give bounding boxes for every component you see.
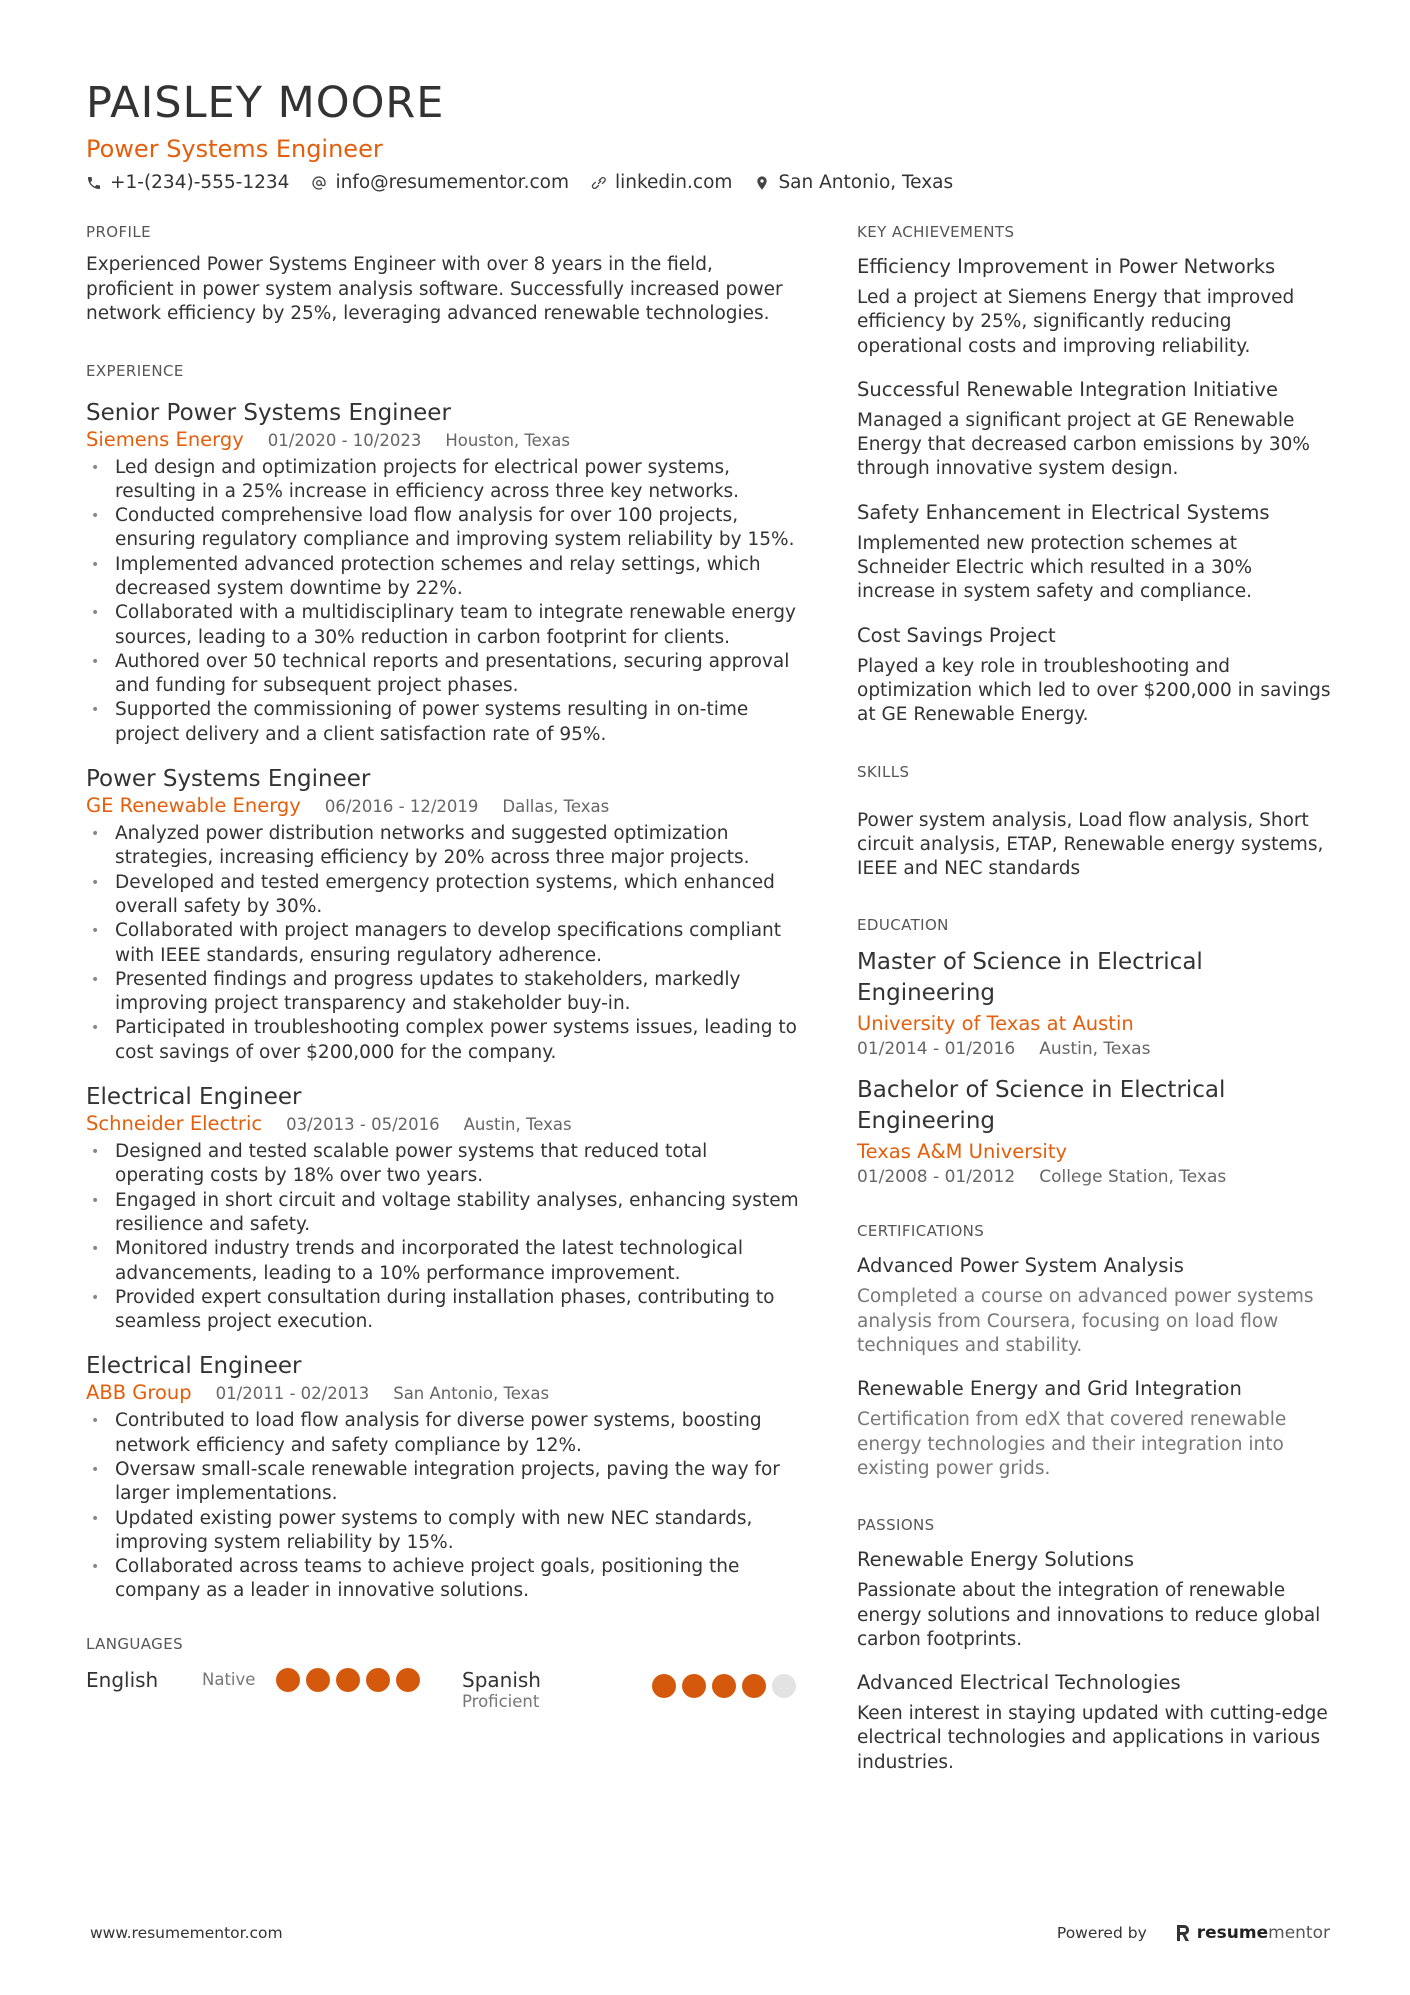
job-meta <box>86 428 802 451</box>
bullet-item: • Monitored industry trends and incorporated the latest technological advancements, leading to a 10% performance improvement. <box>86 1237 802 1286</box>
page-footer <box>90 1918 1330 1948</box>
job-role: Electrical Engineer <box>86 1084 302 1111</box>
brand-name-strong: resume <box>1196 1923 1269 1943</box>
language-label-group <box>462 1668 652 1711</box>
job-role: Power Systems Engineer <box>86 766 371 793</box>
rating-dot-filled <box>682 1674 706 1698</box>
experience-section <box>86 361 802 1604</box>
language-spanish <box>462 1668 802 1711</box>
achievement-text: Implemented new protection schemes at Schneider Electric which resulted in a 30% increase in system safety and compliance. <box>857 532 1253 603</box>
education-location: Austin, Texas <box>1039 1039 1151 1060</box>
location-text: San Antonio, Texas <box>778 172 954 193</box>
job-company: GE Renewable Energy <box>86 794 301 818</box>
linkedin-text: linkedin.com <box>614 172 733 193</box>
contact-linkedin[interactable] <box>591 172 732 193</box>
bullet-item: • Collaborated across teams to achieve project goals, positioning the company as a leader in innovative solutions. <box>86 1555 802 1604</box>
achievement-title: Efficiency Improvement in Power Networks <box>857 255 1276 278</box>
bullet-item: • Collaborated with a multidisciplinary team to integrate renewable energy sources, leading to a 30% reduction in carbon footprint for clients. <box>86 601 802 650</box>
job-dates: 01/2011 - 02/2013 <box>215 1384 370 1404</box>
education-school: Texas A&M University <box>857 1140 1068 1164</box>
section-title: SKILLS <box>857 762 910 781</box>
brand-name-light: mentor <box>1268 1923 1330 1943</box>
bullet-item: • Oversaw small-scale renewable integration projects, paving the way for larger implementations. <box>86 1458 802 1507</box>
job-entry <box>86 1352 802 1603</box>
rating-dot-filled <box>396 1668 420 1692</box>
location-pin-icon <box>754 175 770 191</box>
job-company: Siemens Energy <box>86 427 244 451</box>
language-name: English <box>86 1667 159 1692</box>
skills-section <box>857 762 1332 882</box>
passion-text: Keen interest in staying updated with cutting-edge electrical technologies and applications in various industries. <box>857 1703 1328 1773</box>
job-entry <box>86 1083 802 1334</box>
language-english <box>86 1668 462 1692</box>
bullet-item: • Designed and tested scalable power systems that reduced total operating costs by 18% over two years. <box>86 1140 802 1189</box>
passion-item <box>857 1547 1332 1652</box>
bullet-item: • Provided expert consultation during installation phases, contributing to seamless project execution. <box>86 1286 802 1335</box>
education-meta <box>857 1039 1332 1059</box>
contact-bar <box>86 172 1326 193</box>
left-column <box>86 222 802 1745</box>
achievement-text: Played a key role in troubleshooting and optimization which led to over $200,000 in savings at GE Renewable Energy. <box>857 655 1331 726</box>
bullet-item: • Participated in troubleshooting complex power systems issues, leading to cost savings of over $200,000 for the company. <box>86 1016 802 1065</box>
achievement-title: Successful Renewable Integration Initiative <box>857 377 1279 401</box>
education-dates: 01/2008 - 01/2012 <box>857 1167 1016 1188</box>
resume-header <box>86 78 1326 193</box>
bullet-item: • Analyzed power distribution networks and suggested optimization strategies, increasing efficiency by 20% across three major projects. <box>86 822 802 871</box>
job-bullets <box>86 456 802 748</box>
languages-row <box>86 1668 802 1711</box>
rating-dot-filled <box>366 1668 390 1692</box>
job-bullets <box>86 1140 802 1334</box>
section-title: PASSIONS <box>857 1516 935 1535</box>
certifications-section <box>857 1221 1332 1481</box>
resumementor-logo-icon <box>1175 1924 1191 1942</box>
language-level: Native <box>202 1670 256 1690</box>
profile-text: Experienced Power Systems Engineer with over 8 years in the field, proficient in power system analysis software. Successfully increased power network efficiency by 25%, leveraging advanced renewable technologies. <box>86 254 783 324</box>
achievements-section <box>857 222 1332 728</box>
achievement-item <box>857 500 1332 605</box>
section-title: CERTIFICATIONS <box>857 1222 985 1241</box>
bullet-item: • Contributed to load flow analysis for diverse power systems, boosting network efficiency and safety compliance by 12%. <box>86 1409 802 1458</box>
education-dates: 01/2014 - 01/2016 <box>857 1039 1016 1060</box>
contact-phone <box>86 172 289 193</box>
language-level: Proficient <box>462 1691 540 1711</box>
job-entry <box>86 399 802 748</box>
right-column <box>857 222 1332 1809</box>
phone-text: +1-(234)-555-1234 <box>110 172 290 193</box>
job-bullets <box>86 1409 802 1603</box>
passion-title: Advanced Electrical Technologies <box>857 1671 1181 1695</box>
section-title: KEY ACHIEVEMENTS <box>857 223 1015 241</box>
language-name: Spanish <box>462 1667 541 1692</box>
rating-dot-filled <box>306 1668 330 1692</box>
contact-location <box>754 172 953 193</box>
achievement-title: Safety Enhancement in Electrical Systems <box>857 500 1270 524</box>
education-location: College Station, Texas <box>1039 1167 1227 1188</box>
bullet-item: • Developed and tested emergency protection systems, which enhanced overall safety by 30%. <box>86 871 802 920</box>
bullet-item: • Implemented advanced protection schemes and relay settings, which decreased system downtime by 22%. <box>86 553 802 602</box>
job-meta <box>86 1381 802 1404</box>
languages-section <box>86 1634 802 1711</box>
job-entry <box>86 765 802 1065</box>
passion-title: Renewable Energy Solutions <box>857 1548 1134 1572</box>
passions-section <box>857 1515 1332 1775</box>
job-role: Senior Power Systems Engineer <box>86 399 451 426</box>
bullet-item: • Collaborated with project managers to develop specifications compliant with IEEE standards, ensuring regulatory adherence. <box>86 919 802 968</box>
education-section <box>857 915 1332 1187</box>
job-location: Dallas, Texas <box>502 797 610 817</box>
job-dates: 01/2020 - 10/2023 <box>267 430 422 450</box>
job-location: Austin, Texas <box>463 1115 572 1135</box>
certification-item <box>857 1376 1332 1481</box>
link-icon <box>591 175 607 191</box>
achievement-title: Cost Savings Project <box>857 623 1056 647</box>
bullet-item: • Presented findings and progress updates to stakeholders, markedly improving project transparency and stakeholder buy-in. <box>86 968 802 1017</box>
job-company: ABB Group <box>86 1381 192 1405</box>
education-item <box>857 947 1332 1059</box>
bullet-item: • Supported the commissioning of power systems resulting in on-time project delivery and a client satisfaction rate of 95%. <box>86 698 802 747</box>
candidate-name: PAISLEY MOORE <box>86 78 445 128</box>
bullet-item: • Authored over 50 technical reports and presentations, securing approval and funding for subsequent project phases. <box>86 650 802 699</box>
job-location: Houston, Texas <box>445 430 571 450</box>
achievement-item <box>857 254 1332 359</box>
education-meta <box>857 1167 1332 1187</box>
passion-text: Passionate about the integration of renewable energy solutions and innovations to reduce global carbon footprints. <box>857 1580 1321 1650</box>
rating-dot-filled <box>336 1668 360 1692</box>
language-rating <box>652 1674 802 1698</box>
powered-by <box>1057 1923 1330 1943</box>
bullet-item: • Updated existing power systems to comply with new NEC standards, improving system reliability by 15%. <box>86 1507 802 1556</box>
job-meta <box>86 1112 802 1135</box>
passion-item <box>857 1670 1332 1775</box>
rating-dot-empty <box>772 1674 796 1698</box>
certification-text: Completed a course on advanced power systems analysis from Coursera, focusing on load flow techniques and stability. <box>857 1286 1314 1357</box>
profile-section <box>86 222 802 327</box>
section-title: EDUCATION <box>857 916 949 935</box>
rating-dot-filled <box>712 1674 736 1698</box>
rating-dot-filled <box>742 1674 766 1698</box>
brand-logo[interactable] <box>1175 1923 1330 1943</box>
rating-dot-filled <box>276 1668 300 1692</box>
section-title: LANGUAGES <box>86 1634 184 1653</box>
job-meta <box>86 794 802 817</box>
bullet-item: • Engaged in short circuit and voltage stability analyses, enhancing system resilience and safety. <box>86 1189 802 1238</box>
rating-dot-filled <box>652 1674 676 1698</box>
skills-text: Power system analysis, Load flow analysis, Short circuit analysis, ETAP, Renewable energy systems, IEEE and NEC standards <box>857 809 1324 880</box>
at-icon <box>311 175 327 191</box>
achievement-text: Managed a significant project at GE Renewable Energy that decreased carbon emissions by 30% through innovative system design. <box>857 409 1310 480</box>
bullet-item: • Conducted comprehensive load flow analysis for over 100 projects, ensuring regulatory compliance and improving system reliability by 15%. <box>86 504 802 553</box>
job-dates: 06/2016 - 12/2019 <box>324 797 479 817</box>
contact-email[interactable] <box>311 172 569 193</box>
job-bullets <box>86 822 802 1065</box>
education-degree: Bachelor of Science in Electrical Engineering <box>857 1077 1226 1135</box>
achievement-text: Led a project at Siemens Energy that improved efficiency by 25%, significantly reducing operational costs and improving reliability. <box>857 287 1295 357</box>
education-item <box>857 1075 1332 1187</box>
bullet-item: • Led design and optimization projects for electrical power systems, resulting in a 25% increase in efficiency across three key networks. <box>86 456 802 505</box>
phone-icon <box>86 175 102 191</box>
certification-title: Renewable Energy and Grid Integration <box>857 1377 1242 1401</box>
achievement-item <box>857 623 1332 728</box>
footer-url[interactable]: www.resumementor.com <box>90 1924 283 1942</box>
candidate-title: Power Systems Engineer <box>86 135 383 163</box>
powered-by-label: Powered by <box>1056 1924 1147 1942</box>
job-role: Electrical Engineer <box>86 1353 302 1380</box>
job-dates: 03/2013 - 05/2016 <box>286 1115 440 1135</box>
job-company: Schneider Electric <box>86 1112 263 1136</box>
email-text: info@resumementor.com <box>335 172 569 193</box>
section-title: PROFILE <box>86 223 151 241</box>
education-school: University of Texas at Austin <box>857 1012 1134 1036</box>
job-location: San Antonio, Texas <box>393 1384 550 1404</box>
certification-title: Advanced Power System Analysis <box>857 1254 1184 1278</box>
certification-item <box>857 1253 1332 1358</box>
certification-text: Certification from edX that covered renewable energy technologies and their integration into existing power grids. <box>857 1409 1287 1479</box>
language-rating <box>276 1668 426 1692</box>
education-degree: Master of Science in Electrical Engineering <box>857 949 1203 1007</box>
section-title: EXPERIENCE <box>86 361 184 380</box>
achievement-item <box>857 377 1332 482</box>
